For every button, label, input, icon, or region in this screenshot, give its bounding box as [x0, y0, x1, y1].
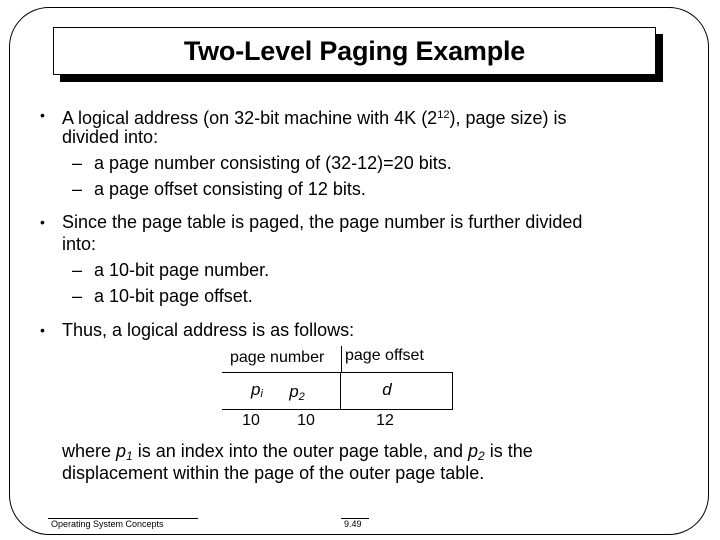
- title-box: [53, 27, 656, 75]
- field-divider: [340, 373, 341, 409]
- bullet2-sub1-text: a 10-bit page number.: [94, 260, 270, 280]
- dash-icon: –: [72, 260, 83, 280]
- bullet1-sub1: [72, 152, 452, 174]
- explanation-text-a: where: [62, 441, 117, 461]
- bullet2-sub2-text: a 10-bit page offset.: [94, 286, 253, 306]
- bullet3-line1: Thus, a logical address is as follows:: [62, 320, 355, 340]
- bullet1-sub2: [72, 178, 366, 200]
- bullet2-sub2: [72, 285, 253, 307]
- bullet-icon: •: [40, 107, 45, 123]
- bullet1-sub2-text: a page offset consisting of 12 bits.: [94, 179, 366, 199]
- bullet2-line2: into:: [62, 234, 97, 254]
- field-p1-bits: 10: [242, 412, 260, 429]
- explanation-p1-subscript: 1: [126, 449, 133, 463]
- field-p1-label: p: [251, 380, 261, 399]
- field-d-label: d: [382, 380, 392, 399]
- bullet1-line2: divided into:: [62, 127, 159, 147]
- footer-course-title: Operating System Concepts: [51, 519, 164, 529]
- field-p2-label: p: [289, 382, 299, 401]
- explanation-line2: displacement within the page of the outer page table.: [62, 463, 485, 483]
- bullet2-line1: Since the page table is paged, the page number is further divided: [62, 212, 583, 232]
- page-number: 9.49: [344, 519, 362, 529]
- dash-icon: –: [72, 179, 83, 199]
- address-field-table: [222, 372, 453, 410]
- explanation-p2: p: [467, 441, 478, 461]
- field-d-bits: 12: [376, 412, 394, 429]
- header-page-number: page number: [230, 349, 325, 366]
- dash-icon: –: [72, 153, 83, 173]
- field-p2-subscript: 2: [298, 391, 305, 403]
- explanation-p1: p: [116, 441, 127, 461]
- explanation-text-c: is the: [484, 441, 533, 461]
- bullet-icon: •: [40, 322, 45, 338]
- field-p1-subscript: i: [260, 388, 263, 400]
- field-p2: [282, 382, 312, 407]
- explanation-p2-subscript: 2: [478, 449, 485, 463]
- header-page-offset: page offset: [345, 347, 424, 364]
- bullet1-superscript: 12: [437, 109, 450, 121]
- bullet1-line1-text-b: ), page size) is: [449, 108, 567, 128]
- bullet1-sub1-text: a page number consisting of (32-12)=20 bits.: [94, 153, 452, 173]
- header-divider: [341, 346, 342, 372]
- field-d: [372, 380, 402, 400]
- bullet2-sub1: [72, 259, 269, 281]
- bullet-icon: •: [40, 214, 45, 230]
- dash-icon: –: [72, 286, 83, 306]
- slide-title: Two-Level Paging Example: [183, 35, 526, 66]
- bullet1-line1-text-a: A logical address (on 32-bit machine with 4K (2: [62, 108, 438, 128]
- explanation-text-b: is an index into the outer page table, and: [132, 441, 468, 461]
- field-p1: [242, 380, 272, 404]
- field-p2-bits: 10: [297, 412, 315, 429]
